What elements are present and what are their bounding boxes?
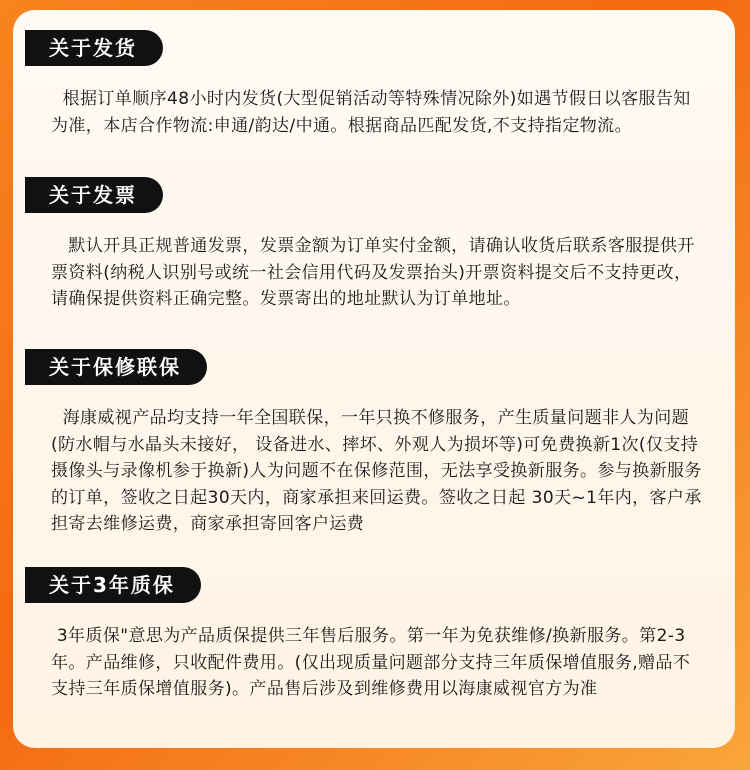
section-body-warranty: 海康威视产品均支持一年全国联保，一年只换不修服务，产生质量问题非人为问题(防水帽与水晶头未接好， 设备进水、摔坏、外观人为损坏等)可免费换新1次(仅支持摄像头与录像机参于换新)人为问题不在保修范围，无法享受换新服务。参与换新服务的订单，签收之日起30天内，商家承担来回运费。签收之日起 30天~1年内，客户承担寄去维修运费，商家承担寄回客户运费 (51, 408, 702, 534)
info-card (13, 10, 735, 748)
section-body-invoice: 默认开具正规普通发票，发票金额为订单实付金额，请确认收货后联系客服提供开票资料(纳税人识别号或统一社会信用代码及发票抬头)开票资料提交后不支持更改，请确保提供资料正确完整。发票寄出的地址默认为订单地址。 (51, 236, 695, 309)
section-title-3year-warranty: 关于3年质保 (25, 567, 201, 603)
section-body-shipping: 根据订单顺序48小时内发货(大型促销活动等特殊情况除外)如遇节假日以客服告知为准，本店合作物流:申通/韵达/中通。根据商品匹配发货,不支持指定物流。 (51, 89, 691, 136)
section-title-shipping: 关于发货 (25, 30, 163, 66)
section-title-invoice: 关于发票 (25, 177, 163, 213)
section-title-warranty: 关于保修联保 (25, 349, 207, 385)
section-body-3year-warranty: 3年质保"意思为产品质保提供三年售后服务。第一年为免获维修/换新服务。第2-3年。产品维修，只收配件费用。(仅出现质量问题部分支持三年质保增值服务,赠品不支持三年质保增值服务)。产品售后涉及到维修费用以海康威视官方为准 (51, 626, 691, 699)
